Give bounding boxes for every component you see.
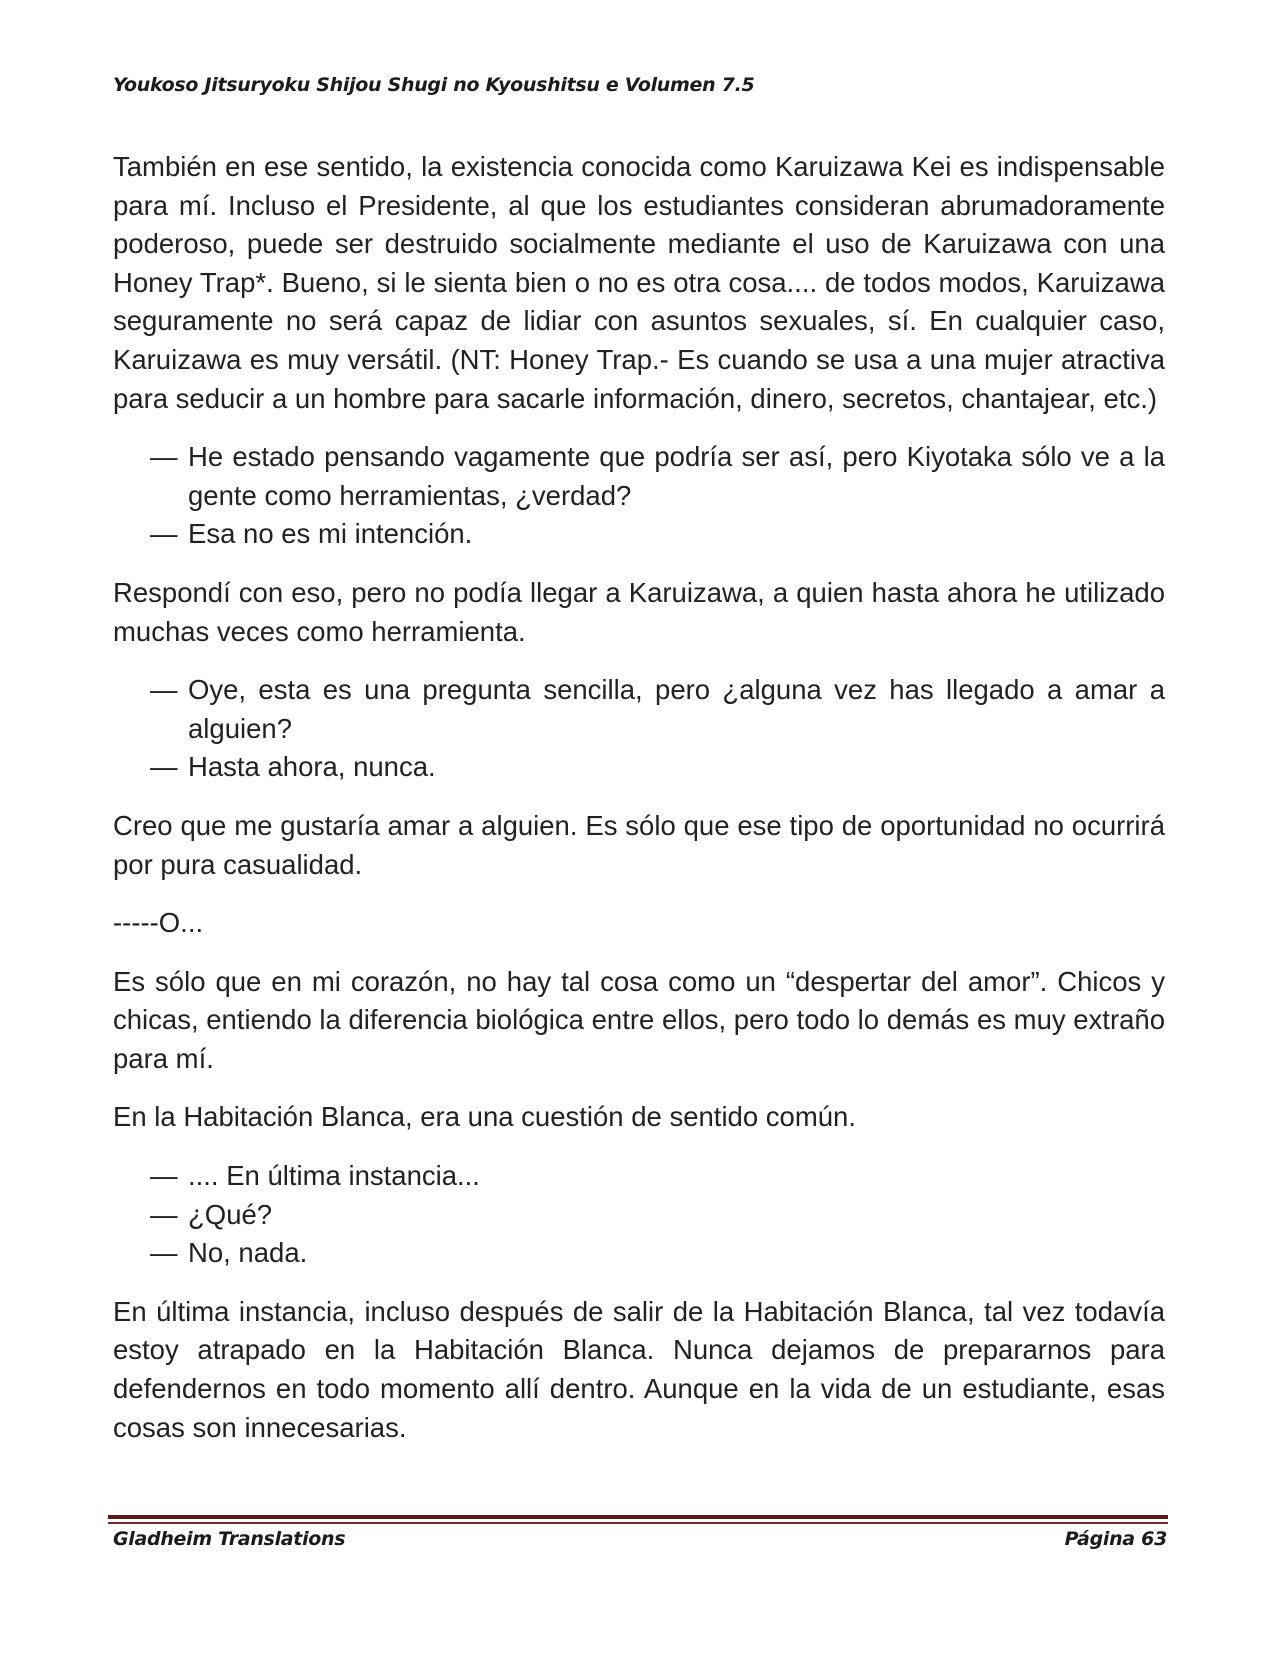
paragraph-6: En la Habitación Blanca, era una cuestión de sentido común. [113, 1101, 856, 1133]
dialog-line [113, 1196, 1165, 1235]
em-dash: — [150, 1198, 178, 1230]
dialog-line [113, 515, 1165, 554]
dialog-line [113, 438, 1165, 515]
em-dash: — [150, 674, 178, 706]
dialog-text: .... En última instancia... [188, 1160, 480, 1192]
dialog-line [113, 748, 1165, 787]
dialog-text: Oye, esta es una pregunta sencilla, pero ¿alguna vez has llegado a amar a alguien? [188, 674, 1165, 744]
em-dash: — [150, 441, 178, 473]
dialog-block-2 [113, 671, 1165, 787]
body-text [113, 148, 1165, 1467]
em-dash: — [150, 1237, 178, 1269]
dialog-text: No, nada. [188, 1237, 308, 1269]
dialog-block-3 [113, 1157, 1165, 1273]
dialog-block-1 [113, 438, 1165, 554]
em-dash: — [150, 1160, 178, 1192]
dialog-line [113, 671, 1165, 748]
paragraph-7: En última instancia, incluso después de salir de la Habitación Blanca, tal vez todavía estoy atrapado en la Habitación Blanca. Nunca dejamos de prepararnos para defendernos en todo momento allí dentro. Aunque en la vida de un estudiante, esas cosas son innecesarias. [113, 1295, 1165, 1443]
footer-rule-secondary [108, 1522, 1168, 1524]
paragraph-2: Respondí con eso, pero no podía llegar a Karuizawa, a quien hasta ahora he utilizado muchas veces como herramienta. [113, 576, 1165, 647]
dialog-text: Esa no es mi intención. [188, 518, 473, 550]
em-dash: — [150, 751, 178, 783]
dialog-text: ¿Qué? [188, 1198, 273, 1230]
em-dash: — [150, 518, 178, 550]
dialog-line [113, 1157, 1165, 1196]
paragraph-4: -----O... [113, 907, 204, 939]
paragraph-3: Creo que me gustaría amar a alguien. Es sólo que ese tipo de oportunidad no ocurrirá por pura casualidad. [113, 809, 1165, 880]
dialog-line [113, 1234, 1165, 1273]
footer-credit: Gladheim Translations [113, 1528, 346, 1550]
paragraph-5: Es sólo que en mi corazón, no hay tal cosa como un “despertar del amor”. Chicos y chicas, entiendo la diferencia biológica entre ellos, pero todo lo demás es muy extraño para mí. [113, 965, 1165, 1074]
dialog-text: Hasta ahora, nunca. [188, 751, 436, 783]
page-number: Página 63 [1064, 1528, 1167, 1550]
dialog-text: He estado pensando vagamente que podría ser así, pero Kiyotaka sólo ve a la gente como herramientas, ¿verdad? [188, 441, 1165, 511]
footer-rule [108, 1515, 1168, 1519]
header-title: Youkoso Jitsuryoku Shijou Shugi no Kyoushitsu e Volumen 7.5 [113, 74, 755, 96]
paragraph-1: También en ese sentido, la existencia conocida como Karuizawa Kei es indispensable para mí. Incluso el Presidente, al que los estudiantes consideran abrumadoramente poderoso, puede ser destruido socialmente mediante el uso de Karuizawa con una Honey Trap*. Bueno, si le sienta bien o no es otra cosa.... de todos modos, Karuizawa seguramente no será capaz de lidiar con asuntos sexuales, sí. En cualquier caso, Karuizawa es muy versátil. (NT: Honey Trap.- Es cuando se usa a una mujer atractiva para seducir a un hombre para sacarle información, dinero, secretos, chantajear, etc.) [113, 151, 1165, 414]
